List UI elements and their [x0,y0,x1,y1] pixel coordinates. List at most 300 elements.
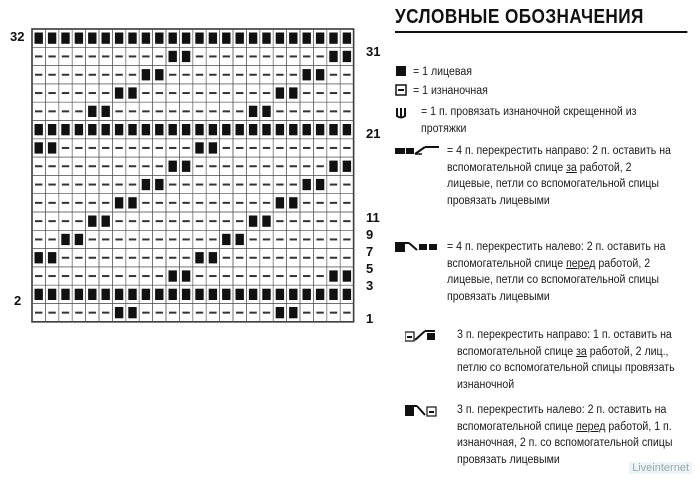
purl-stitch [62,202,69,204]
purl-stitch [129,238,136,240]
knit-stitch [289,307,297,318]
purl-stitch [316,220,323,222]
knit-stitch [222,289,230,300]
purl-stitch [303,165,310,167]
purl-stitch [102,55,109,57]
purl-stitch [48,55,55,57]
purl-stitch [129,257,136,259]
purl-stitch [89,184,96,186]
purl-stitch [290,147,297,149]
knit-stitch [316,33,324,44]
purl-stitch [48,275,55,277]
purl-stitch [343,110,350,112]
purl-stitch [169,312,176,314]
knit-stitch [75,289,83,300]
purl-stitch [62,312,69,314]
purl-stitch [35,238,42,240]
purl-stitch [89,92,96,94]
row-label-7: 7 [366,244,374,259]
knit-stitch [276,87,284,98]
knit-stitch [182,51,190,62]
knit-stitch [35,33,43,44]
knit-stitch [142,69,150,80]
purl-stitch [209,275,216,277]
knit-stitch [343,124,351,135]
purl-stitch [303,220,310,222]
knit-stitch [88,106,96,117]
legend-text-cable-4-right: = 4 п. перекрестить направо: 2 п. оставить на вспомогательной спице за работой, 2 лицевые, петли со вспомогательной спицы провязать лицевыми [447,145,671,207]
purl-stitch [196,202,203,204]
knit-stitch [316,179,324,190]
knit-stitch [343,270,351,281]
purl-stitch [343,202,350,204]
knit-stitch [182,33,190,44]
knit-stitch [195,124,203,135]
purl-stitch [303,202,310,204]
purl-stitch [102,202,109,204]
purl-stitch [330,238,337,240]
purl-stitch [156,92,163,94]
knit-stitch [182,124,190,135]
purl-stitch [290,165,297,167]
purl-stitch [290,220,297,222]
purl-stitch [142,220,149,222]
purl-stitch [169,74,176,76]
purl-stitch [223,312,230,314]
purl-stitch [156,147,163,149]
purl-stitch [75,202,82,204]
knit-stitch [289,33,297,44]
purl-stitch [276,184,283,186]
purl-stitch [156,165,163,167]
knit-stitch [142,289,150,300]
purl-stitch [330,257,337,259]
purl-stitch [35,74,42,76]
knit-stitch [343,33,351,44]
legend-text-cable-4-left: = 4 п. перекрестить налево: 2 п. оставить на вспомогательной спице перед работой, 2 лицевые, петли со вспомогательной спицы провязать лицевыми [447,241,666,303]
purl-stitch [75,147,82,149]
purl-stitch [89,147,96,149]
purl-stitch [129,184,136,186]
purl-stitch [236,110,243,112]
knit-stitch [75,124,83,135]
purl-stitch [182,92,189,94]
knit-stitch [61,124,69,135]
purl-stitch [115,147,122,149]
purl-stitch [223,110,230,112]
knit-stitch [276,307,284,318]
knit-stitch [169,161,177,172]
knit-stitch [343,51,351,62]
knit-stitch [115,124,123,135]
knit-stitch [48,33,56,44]
purl-stitch [249,312,256,314]
purl-stitch [223,202,230,204]
purl-stitch [75,184,82,186]
knit-stitch [303,33,311,44]
purl-stitch [303,275,310,277]
purl-stitch [169,257,176,259]
row-label-31: 31 [366,44,381,59]
purl-stitch [115,74,122,76]
purl-stitch [343,147,350,149]
purl-stitch [142,202,149,204]
purl-stitch [89,275,96,277]
knit-stitch [209,142,217,153]
row-label-32: 32 [10,29,25,44]
legend-text-knit: = 1 лицевая [413,66,472,78]
knit-stitch [128,289,136,300]
purl-stitch [182,184,189,186]
purl-stitch [209,74,216,76]
purl-stitch [263,238,270,240]
purl-stitch [156,275,163,277]
purl-stitch [35,92,42,94]
purl-stitch [249,275,256,277]
purl-stitch [169,147,176,149]
row-label-2: 2 [14,293,22,308]
purl-stitch [316,202,323,204]
purl-stitch [89,312,96,314]
purl-stitch [102,165,109,167]
knit-stitch [236,289,244,300]
purl-stitch [169,220,176,222]
purl-stitch [142,55,149,57]
purl-stitch [236,312,243,314]
purl-stitch [89,202,96,204]
knit-stitch [128,33,136,44]
purl-stitch [330,220,337,222]
purl-stitch [35,110,42,112]
purl-stitch [35,275,42,277]
knit-stitch [276,124,284,135]
knit-stitch [316,69,324,80]
knit-stitch [88,124,96,135]
purl-stitch [276,220,283,222]
purl-stitch [330,312,337,314]
purl-stitch [249,55,256,57]
knit-stitch [249,33,257,44]
purl-stitch [75,110,82,112]
knit-stitch [102,124,110,135]
purl-stitch [196,92,203,94]
knit-stitch [128,124,136,135]
purl-stitch [263,147,270,149]
purl-stitch [263,184,270,186]
knit-stitch [35,289,43,300]
purl-stitch [316,92,323,94]
purl-stitch [263,312,270,314]
purl-stitch [316,275,323,277]
purl-stitch [330,74,337,76]
knit-stitch [169,289,177,300]
knit-stitch [329,161,337,172]
purl-stitch [316,110,323,112]
purl-stitch [196,238,203,240]
purl-stitch [316,257,323,259]
purl-stitch [290,55,297,57]
purl-stitch [156,202,163,204]
knit-stitch [195,289,203,300]
row-label-9: 9 [366,227,374,242]
purl-stitch [303,238,310,240]
knit-stitch [169,51,177,62]
knit-stitch [88,216,96,227]
purl-stitch [196,312,203,314]
purl-stitch [223,92,230,94]
purl-stitch [48,312,55,314]
purl-stitch [249,165,256,167]
knit-stitch [289,289,297,300]
purl-stitch [129,74,136,76]
knit-stitch [289,197,297,208]
knit-stitch [303,124,311,135]
purl-stitch [249,238,256,240]
purl-stitch [316,55,323,57]
purl-stitch [48,74,55,76]
purl-stitch [102,74,109,76]
purl-stitch [75,220,82,222]
purl-stitch [276,238,283,240]
purl-stitch [182,220,189,222]
purl-stitch [142,165,149,167]
purl-stitch [209,165,216,167]
purl-stitch [156,220,163,222]
purl-stitch [62,147,69,149]
purl-stitch [236,184,243,186]
purl-stitch [89,238,96,240]
purl-stitch [276,275,283,277]
knit-stitch [262,106,270,117]
knitting-chart [0,0,390,350]
knit-stitch [289,124,297,135]
purl-stitch [316,312,323,314]
knit-stitch [48,142,56,153]
knit-square-icon [395,65,411,79]
knit-stitch [262,124,270,135]
purl-stitch [75,165,82,167]
purl-stitch [290,184,297,186]
knit-stitch [115,197,123,208]
purl-stitch [263,257,270,259]
purl-stitch [290,110,297,112]
knit-stitch [343,289,351,300]
purl-stitch [129,55,136,57]
purl-stitch [75,275,82,277]
purl-stitch [236,92,243,94]
knit-stitch [329,270,337,281]
purl-stitch [115,275,122,277]
cable-4-left-icon [395,240,443,254]
knit-stitch [222,124,230,135]
purl-stitch [169,184,176,186]
purl-stitch [35,220,42,222]
purl-stitch [290,74,297,76]
knit-stitch [155,179,163,190]
purl-stitch [303,257,310,259]
purl-stitch [236,74,243,76]
knit-stitch [249,124,257,135]
purl-stitch [35,184,42,186]
knit-stitch [88,289,96,300]
knit-stitch [209,289,217,300]
knit-stitch [102,216,110,227]
knit-stitch [155,33,163,44]
purl-stitch [48,220,55,222]
purl-stitch [196,55,203,57]
purl-stitch [142,238,149,240]
row-label-3: 3 [366,278,374,293]
knit-stitch [155,289,163,300]
knit-stitch [182,270,190,281]
knit-grid [0,0,390,350]
purl-stitch [276,257,283,259]
purl-stitch [196,165,203,167]
purl-stitch [209,110,216,112]
legend-text-cable-3-right: 3 п. перекрестить направо: 1 п. оставить на вспомогательной спице за работой, 2 лиц., петлю со вспомогательной спицы провязать изнаночной [457,329,675,391]
purl-stitch [223,257,230,259]
knit-stitch [128,197,136,208]
knit-stitch [142,179,150,190]
knit-stitch [102,106,110,117]
purl-stitch [142,275,149,277]
knit-stitch [169,124,177,135]
purl-stitch [75,312,82,314]
purl-stitch [223,74,230,76]
purl-stitch [142,110,149,112]
knit-stitch [222,33,230,44]
purl-stitch [316,238,323,240]
purl-stitch [182,202,189,204]
purl-stitch [223,55,230,57]
purl-stitch [102,257,109,259]
knit-stitch [128,87,136,98]
purl-stitch [330,202,337,204]
purl-stitch [263,92,270,94]
purl-stitch [48,110,55,112]
purl-stitch [102,275,109,277]
purl-stitch [343,257,350,259]
purl-stitch [156,55,163,57]
purl-stitch [263,165,270,167]
purl-stitch [249,202,256,204]
purl-stitch [75,55,82,57]
purl-stitch [276,110,283,112]
purl-stitch [209,238,216,240]
purl-stitch [209,220,216,222]
purl-stitch [62,165,69,167]
purl-stitch [129,275,136,277]
purl-stitch [115,110,122,112]
purl-stitch [249,92,256,94]
knit-stitch [61,33,69,44]
purl-stitch [182,74,189,76]
legend-text-twisted-purl: = 1 п. провязать изнаночной скрещенной из протяжки [421,106,637,135]
knit-stitch [343,161,351,172]
knit-stitch [329,124,337,135]
purl-stitch [343,220,350,222]
purl-stitch [48,238,55,240]
knit-stitch [115,33,123,44]
purl-stitch [62,275,69,277]
purl-stitch [330,184,337,186]
knit-stitch [262,289,270,300]
purl-stitch [102,147,109,149]
purl-stitch [35,165,42,167]
purl-stitch [156,110,163,112]
legend-text-purl: = 1 изнаночная [413,85,488,97]
purl-stitch [35,312,42,314]
purl-stitch [209,55,216,57]
row-label-11: 11 [366,210,380,225]
purl-stitch [303,92,310,94]
purl-stitch [35,55,42,57]
purl-stitch [223,184,230,186]
purl-stitch [102,184,109,186]
purl-stitch [249,74,256,76]
knit-stitch [169,33,177,44]
purl-stitch [102,92,109,94]
purl-stitch [129,165,136,167]
knit-stitch [276,33,284,44]
purl-stitch [330,92,337,94]
purl-stitch [209,202,216,204]
knit-stitch [276,197,284,208]
purl-stitch [343,238,350,240]
knit-stitch [35,252,43,263]
purl-stitch [182,312,189,314]
purl-stitch [75,257,82,259]
cable-3-right-icon [405,328,453,344]
purl-stitch [290,257,297,259]
knit-stitch [316,289,324,300]
purl-stitch [316,165,323,167]
knit-stitch [75,234,83,245]
knit-stitch [329,289,337,300]
purl-stitch [223,220,230,222]
knit-stitch [128,307,136,318]
purl-stitch [142,312,149,314]
knit-stitch [329,51,337,62]
purl-stitch [115,220,122,222]
purl-stitch [236,257,243,259]
purl-stitch [142,147,149,149]
knit-stitch [102,33,110,44]
knit-stitch [222,234,230,245]
knit-stitch [209,33,217,44]
purl-stitch [48,92,55,94]
purl-stitch [75,74,82,76]
purl-stitch [223,147,230,149]
purl-stitch [48,165,55,167]
knit-stitch [115,289,123,300]
purl-stitch [62,184,69,186]
knit-stitch [209,252,217,263]
knit-stitch [182,161,190,172]
row-label-21: 21 [366,126,381,141]
knit-stitch [142,33,150,44]
knit-stitch [236,124,244,135]
purl-stitch [115,238,122,240]
purl-stitch [303,147,310,149]
knit-stitch [262,216,270,227]
legend-title: УСЛОВНЫЕ ОБОЗНАЧЕНИЯ [395,6,687,33]
purl-stitch [249,257,256,259]
knit-stitch [195,252,203,263]
purl-stitch [115,165,122,167]
purl-stitch [48,202,55,204]
knit-stitch [236,234,244,245]
